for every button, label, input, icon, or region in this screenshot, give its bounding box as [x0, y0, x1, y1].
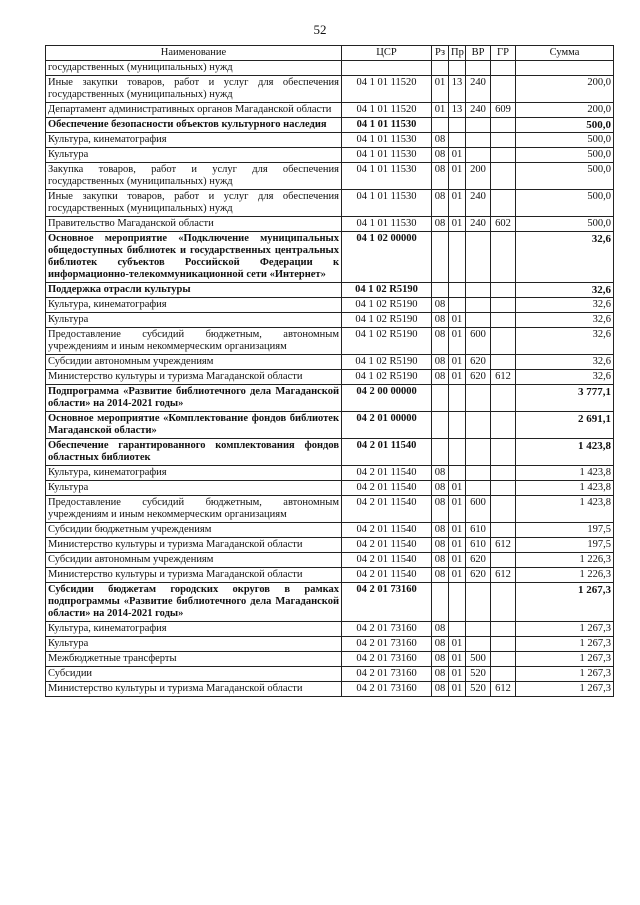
- cell-vr: [466, 232, 491, 283]
- cell-pr: 01: [449, 553, 466, 568]
- page-number: 52: [313, 22, 327, 37]
- cell-rz: [432, 61, 449, 76]
- cell-pr: [449, 385, 466, 412]
- cell-sum: 1 423,8: [516, 481, 614, 496]
- cell-pr: 01: [449, 568, 466, 583]
- cell-csr: 04 1 02 R5190: [342, 313, 432, 328]
- cell-sum: 197,5: [516, 538, 614, 553]
- cell-pr: 01: [449, 538, 466, 553]
- cell-vr: 620: [466, 370, 491, 385]
- cell-pr: 01: [449, 481, 466, 496]
- cell-gr: [491, 61, 516, 76]
- cell-rz: 08: [432, 538, 449, 553]
- cell-name: государственных (муниципальных) нужд: [46, 61, 342, 76]
- table-row: [46, 637, 614, 652]
- cell-name: Министерство культуры и туризма Магаданской области: [46, 370, 342, 385]
- cell-sum: 500,0: [516, 163, 614, 190]
- cell-pr: [449, 118, 466, 133]
- cell-rz: [432, 583, 449, 622]
- cell-pr: 01: [449, 313, 466, 328]
- cell-vr: 240: [466, 217, 491, 232]
- cell-csr: 04 2 01 73160: [342, 583, 432, 622]
- cell-sum: 500,0: [516, 133, 614, 148]
- cell-csr: 04 2 00 00000: [342, 385, 432, 412]
- table-row: [46, 538, 614, 553]
- cell-vr: [466, 298, 491, 313]
- table-row: [46, 496, 614, 523]
- header-name: Наименование: [46, 46, 342, 61]
- cell-csr: 04 2 01 11540: [342, 481, 432, 496]
- table-row: [46, 232, 614, 283]
- cell-vr: 610: [466, 523, 491, 538]
- cell-pr: 01: [449, 667, 466, 682]
- cell-gr: [491, 355, 516, 370]
- cell-csr: 04 1 02 00000: [342, 232, 432, 283]
- cell-sum: 32,6: [516, 370, 614, 385]
- cell-name: Министерство культуры и туризма Магаданской области: [46, 538, 342, 553]
- cell-pr: 01: [449, 148, 466, 163]
- cell-csr: 04 2 01 73160: [342, 637, 432, 652]
- cell-vr: 200: [466, 163, 491, 190]
- table-row: [46, 481, 614, 496]
- cell-name: Культура, кинематография: [46, 466, 342, 481]
- cell-name: Культура, кинематография: [46, 622, 342, 637]
- cell-vr: 240: [466, 76, 491, 103]
- cell-pr: 01: [449, 328, 466, 355]
- cell-rz: 08: [432, 328, 449, 355]
- cell-csr: 04 2 01 11540: [342, 466, 432, 481]
- cell-gr: [491, 313, 516, 328]
- table-row: [46, 103, 614, 118]
- cell-sum: 1 423,8: [516, 466, 614, 481]
- cell-pr: [449, 232, 466, 283]
- cell-csr: 04 1 01 11530: [342, 190, 432, 217]
- cell-vr: 600: [466, 496, 491, 523]
- cell-sum: 1 267,3: [516, 682, 614, 697]
- cell-rz: [432, 118, 449, 133]
- header-csr: ЦСР: [342, 46, 432, 61]
- cell-sum: 1 267,3: [516, 622, 614, 637]
- cell-rz: 08: [432, 622, 449, 637]
- cell-vr: 520: [466, 682, 491, 697]
- table-row: [46, 217, 614, 232]
- cell-csr: 04 1 01 11530: [342, 217, 432, 232]
- cell-vr: 620: [466, 553, 491, 568]
- cell-vr: [466, 61, 491, 76]
- cell-vr: [466, 622, 491, 637]
- header-vr: ВР: [466, 46, 491, 61]
- cell-vr: 620: [466, 568, 491, 583]
- cell-rz: 01: [432, 103, 449, 118]
- cell-rz: 08: [432, 637, 449, 652]
- cell-rz: 08: [432, 667, 449, 682]
- table-row: [46, 523, 614, 538]
- cell-name: Культура, кинематография: [46, 133, 342, 148]
- cell-vr: [466, 313, 491, 328]
- cell-csr: 04 2 01 73160: [342, 682, 432, 697]
- cell-sum: 1 226,3: [516, 568, 614, 583]
- table-row: [46, 190, 614, 217]
- cell-sum: 3 777,1: [516, 385, 614, 412]
- cell-sum: 500,0: [516, 148, 614, 163]
- cell-sum: 1 267,3: [516, 637, 614, 652]
- cell-vr: [466, 637, 491, 652]
- table-row: [46, 553, 614, 568]
- cell-vr: [466, 283, 491, 298]
- cell-pr: [449, 298, 466, 313]
- cell-vr: 620: [466, 355, 491, 370]
- table-row: [46, 328, 614, 355]
- cell-sum: 32,6: [516, 328, 614, 355]
- table-row: [46, 583, 614, 622]
- cell-rz: 08: [432, 313, 449, 328]
- table-row: [46, 622, 614, 637]
- cell-gr: 612: [491, 370, 516, 385]
- header-gr: ГР: [491, 46, 516, 61]
- cell-name: Предоставление субсидий бюджетным, автономным учреждениям и иным некоммерческим организациям: [46, 496, 342, 523]
- cell-name: Культура, кинематография: [46, 298, 342, 313]
- cell-pr: [449, 61, 466, 76]
- cell-rz: 08: [432, 496, 449, 523]
- budget-table: [45, 45, 614, 697]
- cell-csr: [342, 61, 432, 76]
- cell-gr: 609: [491, 103, 516, 118]
- header-sum: Сумма: [516, 46, 614, 61]
- cell-rz: 08: [432, 481, 449, 496]
- cell-gr: [491, 496, 516, 523]
- cell-csr: 04 1 01 11520: [342, 76, 432, 103]
- cell-sum: 32,6: [516, 355, 614, 370]
- cell-csr: 04 1 01 11530: [342, 148, 432, 163]
- cell-name: Департамент административных органов Магаданской области: [46, 103, 342, 118]
- cell-vr: 240: [466, 103, 491, 118]
- cell-sum: 1 267,3: [516, 667, 614, 682]
- cell-rz: 08: [432, 217, 449, 232]
- cell-sum: 1 423,8: [516, 496, 614, 523]
- cell-vr: 610: [466, 538, 491, 553]
- table-row: [46, 76, 614, 103]
- cell-sum: 500,0: [516, 190, 614, 217]
- cell-sum: 32,6: [516, 298, 614, 313]
- cell-gr: [491, 163, 516, 190]
- cell-pr: [449, 412, 466, 439]
- cell-name: Закупка товаров, работ и услуг для обеспечения государственных (муниципальных) нужд: [46, 163, 342, 190]
- cell-gr: [491, 190, 516, 217]
- cell-sum: 32,6: [516, 313, 614, 328]
- cell-csr: 04 2 01 11540: [342, 553, 432, 568]
- cell-rz: 08: [432, 370, 449, 385]
- cell-vr: [466, 385, 491, 412]
- cell-rz: 08: [432, 523, 449, 538]
- table-row: [46, 163, 614, 190]
- cell-csr: 04 1 02 R5190: [342, 355, 432, 370]
- cell-name: Основное мероприятие «Комплектование фондов библиотек Магаданской области»: [46, 412, 342, 439]
- table-row: [46, 355, 614, 370]
- cell-csr: 04 1 02 R5190: [342, 370, 432, 385]
- cell-gr: [491, 298, 516, 313]
- cell-rz: 08: [432, 298, 449, 313]
- cell-sum: 200,0: [516, 103, 614, 118]
- cell-csr: 04 1 02 R5190: [342, 283, 432, 298]
- table-body: [46, 61, 614, 697]
- cell-name: Иные закупки товаров, работ и услуг для обеспечения государственных (муниципальных) нужд: [46, 190, 342, 217]
- cell-gr: [491, 283, 516, 298]
- cell-csr: 04 2 01 11540: [342, 523, 432, 538]
- cell-vr: 240: [466, 190, 491, 217]
- cell-csr: 04 2 01 11540: [342, 568, 432, 583]
- cell-pr: 01: [449, 523, 466, 538]
- cell-sum: 200,0: [516, 76, 614, 103]
- cell-pr: 01: [449, 217, 466, 232]
- cell-rz: 08: [432, 652, 449, 667]
- cell-pr: 01: [449, 163, 466, 190]
- cell-rz: [432, 283, 449, 298]
- table-row: [46, 148, 614, 163]
- cell-name: Обеспечение гарантированного комплектования фондов областных библиотек: [46, 439, 342, 466]
- cell-gr: [491, 667, 516, 682]
- cell-gr: [491, 76, 516, 103]
- cell-gr: [491, 583, 516, 622]
- cell-vr: [466, 466, 491, 481]
- cell-name: Министерство культуры и туризма Магаданской области: [46, 568, 342, 583]
- cell-name: Субсидии автономным учреждениям: [46, 553, 342, 568]
- cell-pr: 01: [449, 190, 466, 217]
- cell-vr: [466, 412, 491, 439]
- cell-sum: 1 226,3: [516, 553, 614, 568]
- cell-gr: [491, 133, 516, 148]
- cell-sum: 32,6: [516, 232, 614, 283]
- cell-gr: 612: [491, 568, 516, 583]
- cell-csr: 04 2 01 73160: [342, 652, 432, 667]
- cell-pr: 01: [449, 355, 466, 370]
- cell-csr: 04 2 01 11540: [342, 496, 432, 523]
- cell-gr: [491, 412, 516, 439]
- table-row: [46, 283, 614, 298]
- table-row: [46, 412, 614, 439]
- cell-name: Субсидии бюджетным учреждениям: [46, 523, 342, 538]
- cell-sum: [516, 61, 614, 76]
- cell-gr: [491, 652, 516, 667]
- cell-name: Министерство культуры и туризма Магаданской области: [46, 682, 342, 697]
- table-row: [46, 682, 614, 697]
- cell-name: Субсидии бюджетам городских округов в рамках подпрограммы «Развитие библиотечного дела Магаданской области» на 2014-2021 годы»: [46, 583, 342, 622]
- cell-rz: [432, 412, 449, 439]
- cell-pr: 01: [449, 496, 466, 523]
- cell-pr: [449, 133, 466, 148]
- cell-pr: 01: [449, 652, 466, 667]
- cell-vr: [466, 118, 491, 133]
- table-row: [46, 652, 614, 667]
- cell-rz: 01: [432, 76, 449, 103]
- cell-pr: [449, 583, 466, 622]
- cell-pr: [449, 283, 466, 298]
- cell-gr: [491, 439, 516, 466]
- cell-rz: [432, 439, 449, 466]
- header-pr: Пр: [449, 46, 466, 61]
- cell-rz: 08: [432, 553, 449, 568]
- cell-name: Иные закупки товаров, работ и услуг для обеспечения государственных (муниципальных) нужд: [46, 76, 342, 103]
- cell-name: Подпрограмма «Развитие библиотечного дела Магаданской области» на 2014-2021 годы»: [46, 385, 342, 412]
- cell-vr: 600: [466, 328, 491, 355]
- cell-sum: 197,5: [516, 523, 614, 538]
- cell-pr: 01: [449, 370, 466, 385]
- cell-sum: 1 267,3: [516, 583, 614, 622]
- cell-name: Предоставление субсидий бюджетным, автономным учреждениям и иным некоммерческим организациям: [46, 328, 342, 355]
- cell-pr: 01: [449, 637, 466, 652]
- cell-vr: [466, 439, 491, 466]
- cell-pr: 01: [449, 682, 466, 697]
- cell-vr: 500: [466, 652, 491, 667]
- cell-name: Субсидии: [46, 667, 342, 682]
- cell-gr: [491, 523, 516, 538]
- cell-gr: [491, 118, 516, 133]
- cell-gr: [491, 481, 516, 496]
- table-row: [46, 133, 614, 148]
- cell-csr: 04 1 02 R5190: [342, 298, 432, 313]
- cell-sum: 500,0: [516, 118, 614, 133]
- cell-gr: 612: [491, 682, 516, 697]
- cell-pr: [449, 622, 466, 637]
- cell-pr: [449, 466, 466, 481]
- cell-csr: 04 1 02 R5190: [342, 328, 432, 355]
- cell-gr: [491, 328, 516, 355]
- cell-csr: 04 1 01 11530: [342, 163, 432, 190]
- table-row: [46, 313, 614, 328]
- cell-rz: 08: [432, 148, 449, 163]
- cell-gr: [491, 385, 516, 412]
- cell-name: Основное мероприятие «Подключение муниципальных общедоступных библиотек и государственных центральных библиотек субъектов Российской Федерации к информационно-телекоммуникационной сети «Интернет»: [46, 232, 342, 283]
- table-header-row: [46, 46, 614, 61]
- cell-sum: 2 691,1: [516, 412, 614, 439]
- table-row: [46, 118, 614, 133]
- cell-gr: [491, 622, 516, 637]
- cell-pr: 13: [449, 76, 466, 103]
- table-row: [46, 466, 614, 481]
- cell-vr: [466, 481, 491, 496]
- cell-vr: [466, 583, 491, 622]
- cell-rz: 08: [432, 163, 449, 190]
- cell-gr: [491, 148, 516, 163]
- cell-gr: 612: [491, 538, 516, 553]
- table-row: [46, 298, 614, 313]
- cell-name: Межбюджетные трансферты: [46, 652, 342, 667]
- cell-rz: 08: [432, 355, 449, 370]
- table-row: [46, 439, 614, 466]
- table-row: [46, 667, 614, 682]
- cell-rz: 08: [432, 466, 449, 481]
- cell-gr: [491, 232, 516, 283]
- table-row: [46, 385, 614, 412]
- cell-pr: [449, 439, 466, 466]
- cell-rz: 08: [432, 568, 449, 583]
- cell-rz: [432, 385, 449, 412]
- cell-gr: [491, 637, 516, 652]
- cell-pr: 13: [449, 103, 466, 118]
- cell-name: Субсидии автономным учреждениям: [46, 355, 342, 370]
- cell-csr: 04 2 01 11540: [342, 439, 432, 466]
- cell-sum: 500,0: [516, 217, 614, 232]
- cell-name: Обеспечение безопасности объектов культурного наследия: [46, 118, 342, 133]
- cell-csr: 04 2 01 73160: [342, 667, 432, 682]
- cell-rz: [432, 232, 449, 283]
- cell-gr: 602: [491, 217, 516, 232]
- cell-name: Правительство Магаданской области: [46, 217, 342, 232]
- cell-csr: 04 2 01 00000: [342, 412, 432, 439]
- cell-name: Культура: [46, 637, 342, 652]
- table-row: [46, 568, 614, 583]
- table-row: [46, 370, 614, 385]
- cell-name: Поддержка отрасли культуры: [46, 283, 342, 298]
- header-rz: Рз: [432, 46, 449, 61]
- cell-gr: [491, 553, 516, 568]
- cell-csr: 04 1 01 11520: [342, 103, 432, 118]
- cell-name: Культура: [46, 148, 342, 163]
- cell-rz: 08: [432, 133, 449, 148]
- cell-rz: 08: [432, 682, 449, 697]
- cell-vr: [466, 148, 491, 163]
- cell-rz: 08: [432, 190, 449, 217]
- cell-csr: 04 1 01 11530: [342, 118, 432, 133]
- table-row: [46, 61, 614, 76]
- cell-name: Культура: [46, 313, 342, 328]
- cell-csr: 04 2 01 11540: [342, 538, 432, 553]
- cell-sum: 32,6: [516, 283, 614, 298]
- cell-sum: 1 267,3: [516, 652, 614, 667]
- cell-csr: 04 2 01 73160: [342, 622, 432, 637]
- cell-sum: 1 423,8: [516, 439, 614, 466]
- cell-vr: 520: [466, 667, 491, 682]
- cell-gr: [491, 466, 516, 481]
- cell-csr: 04 1 01 11530: [342, 133, 432, 148]
- cell-vr: [466, 133, 491, 148]
- cell-name: Культура: [46, 481, 342, 496]
